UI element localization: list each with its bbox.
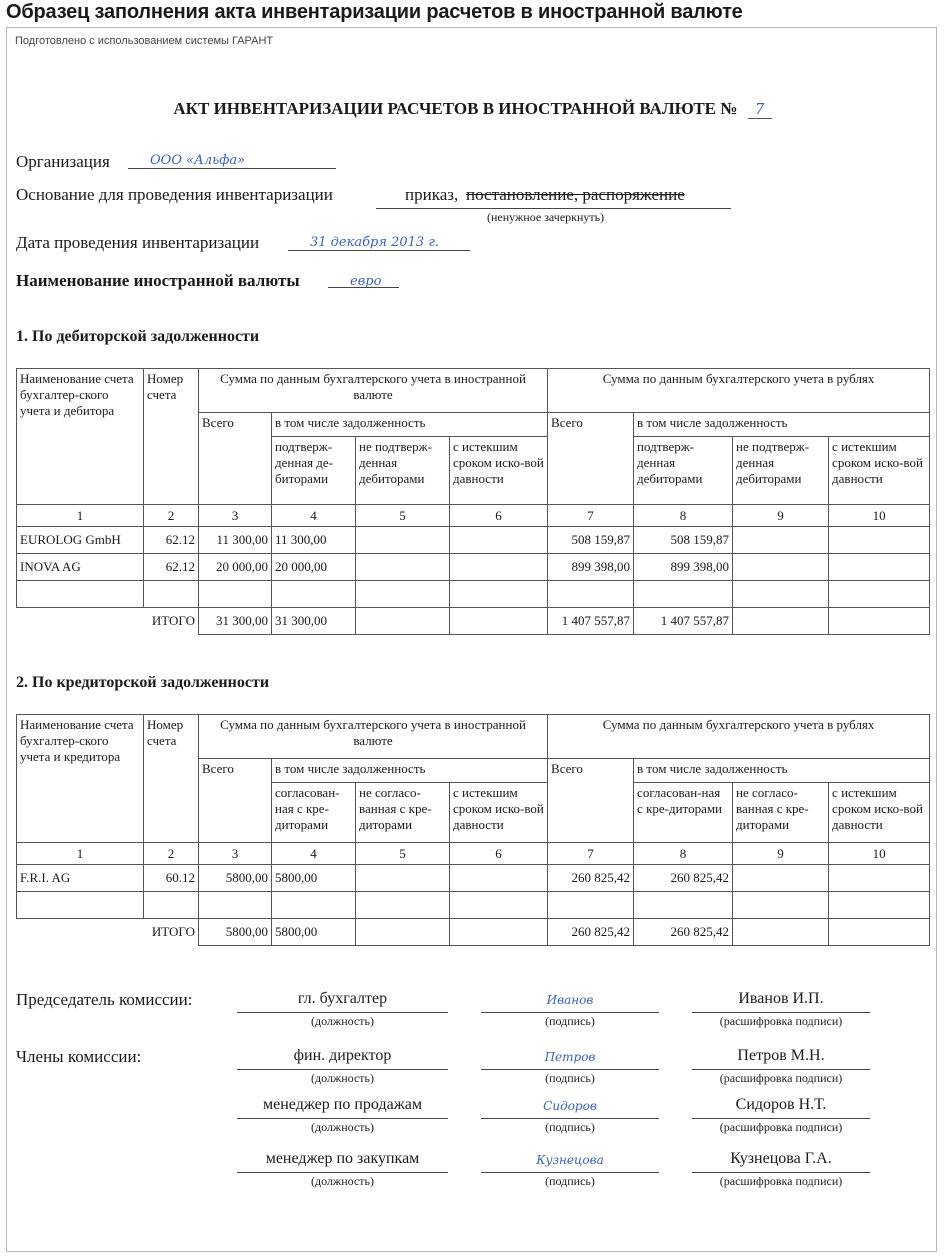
debit-h-name: Наименование счета бухгалтер-ского учета и дебитора: [17, 369, 144, 505]
cell-creditor: F.R.I. AG: [17, 865, 144, 892]
act-number: 7: [748, 100, 772, 119]
sig-position: фин. директор: [293, 1047, 392, 1064]
credit-h-sub3r: с истекшим сроком иско-вой давности: [829, 783, 930, 843]
cell-amount: [356, 554, 450, 581]
debit-h-total-rub: Всего: [548, 413, 634, 505]
cell-amount: 508 159,87: [548, 527, 634, 554]
cell-amount: [450, 865, 548, 892]
page-header: Образец заполнения акта инвентаризации расчетов в иностранной валюте: [6, 1, 743, 23]
cell-amount: 11 300,00: [199, 527, 272, 554]
total-label: ИТОГО: [144, 919, 199, 946]
debit-h-sub1: подтверж-денная де-биторами: [272, 437, 356, 505]
cap-decode: (расшифровка подписи): [719, 1174, 843, 1188]
total-amount: 260 825,42: [634, 919, 733, 946]
credit-h-name: Наименование счета бухгалтер-ского учета и кредитора: [17, 715, 144, 843]
sig-name: Иванов И.П.: [738, 990, 824, 1007]
total-amount: [733, 608, 829, 635]
table-row: [17, 865, 930, 892]
credit-h-sub2: не согласо-ванная с кре-диторами: [356, 783, 450, 843]
debit-h-sub3: с истекшим сроком иско-вой давности: [450, 437, 548, 505]
cell-amount: 5800,00: [199, 865, 272, 892]
sig-line: [481, 1069, 659, 1070]
total-label: ИТОГО: [144, 608, 199, 635]
total-amount: 31 300,00: [199, 608, 272, 635]
col-number: 6: [450, 505, 548, 527]
table-row: [17, 554, 930, 581]
total-amount: [829, 919, 930, 946]
date-label: Дата проведения инвентаризации: [16, 233, 260, 252]
cell-amount: 899 398,00: [634, 554, 733, 581]
cell-empty: [272, 892, 356, 919]
cell-debtor: EUROLOG GmbH: [17, 527, 144, 554]
total-amount: 31 300,00: [272, 608, 356, 635]
col-number: 9: [733, 505, 829, 527]
cell-amount: [733, 865, 829, 892]
cap-signature: (подпись): [545, 1174, 595, 1188]
cap-decode: (расшифровка подписи): [719, 1120, 843, 1134]
cell-empty: [17, 581, 144, 608]
col-number: 1: [17, 843, 144, 865]
cell-amount: [450, 554, 548, 581]
cell-empty: [548, 581, 634, 608]
cell-amount: 11 300,00: [272, 527, 356, 554]
cell-empty: [356, 581, 450, 608]
debit-h-incl-fx: в том числе задолженность: [272, 413, 548, 437]
signature: Сидоров: [543, 1099, 597, 1113]
cell-empty: [634, 892, 733, 919]
cell-empty: [356, 892, 450, 919]
col-number: 4: [272, 843, 356, 865]
cap-decode: (расшифровка подписи): [719, 1071, 843, 1085]
col-number: 5: [356, 843, 450, 865]
cell-amount: [733, 554, 829, 581]
table-row: [17, 527, 930, 554]
credit-h-sub1r: согласован-ная с кре-диторами: [634, 783, 733, 843]
sig-position: менеджер по закупкам: [265, 1150, 420, 1167]
sig-line: [692, 1172, 870, 1173]
col-number: 1: [17, 505, 144, 527]
cap-position: (должность): [311, 1071, 374, 1085]
credit-h-acc: Номер счета: [144, 715, 199, 843]
basis-label: Основание для проведения инвентаризации: [16, 185, 333, 204]
total-amount: 1 407 557,87: [548, 608, 634, 635]
act-title-text: АКТ ИНВЕНТАРИЗАЦИИ РАСЧЕТОВ В ИНОСТРАННОЙ ВАЛЮТЕ №: [173, 99, 738, 118]
cell-amount: 899 398,00: [548, 554, 634, 581]
total-amount: [450, 608, 548, 635]
cell-account: 62.12: [144, 554, 199, 581]
cap-signature: (подпись): [545, 1014, 595, 1028]
col-number: 3: [199, 843, 272, 865]
sig-line: [237, 1172, 448, 1173]
cell-amount: [829, 554, 930, 581]
cell-empty: [548, 892, 634, 919]
chair-label: Председатель комиссии:: [16, 990, 193, 1009]
cell-empty: [144, 892, 199, 919]
debit-table: [16, 368, 930, 635]
total-amount: 5800,00: [272, 919, 356, 946]
cell-empty: [272, 581, 356, 608]
org-label: Организация: [16, 152, 110, 171]
credit-heading: 2. По кредиторской задолженности: [16, 674, 270, 691]
total-amount: 260 825,42: [548, 919, 634, 946]
basis-underline: [376, 208, 731, 209]
sig-position: гл. бухгалтер: [297, 990, 388, 1007]
credit-h-incl-fx: в том числе задолженность: [272, 759, 548, 783]
total-row: [17, 919, 930, 946]
cell-amount: 508 159,87: [634, 527, 733, 554]
cell-amount: 5800,00: [272, 865, 356, 892]
sig-line: [237, 1012, 448, 1013]
signature: Кузнецова: [536, 1153, 604, 1167]
debit-h-incl-rub: в том числе задолженность: [634, 413, 930, 437]
org-underline: [128, 168, 336, 169]
credit-h-total-fx: Всего: [199, 759, 272, 843]
cell-account: 62.12: [144, 527, 199, 554]
cell-empty: [829, 581, 930, 608]
total-amount: [356, 919, 450, 946]
credit-h-total-rub: Всего: [548, 759, 634, 843]
col-number: 9: [733, 843, 829, 865]
debit-h-sub2: не подтверж-денная дебиторами: [356, 437, 450, 505]
cell-empty: [17, 892, 144, 919]
cell-amount: 260 825,42: [548, 865, 634, 892]
debit-h-fx: Сумма по данным бухгалтерского учета в иностранной валюте: [199, 369, 548, 413]
col-number: 5: [356, 505, 450, 527]
cell-blank: [17, 608, 144, 635]
debit-h-sub2r: не подтверж-денная дебиторами: [733, 437, 829, 505]
col-number: 10: [829, 843, 930, 865]
signature: Иванов: [546, 993, 594, 1007]
credit-h-sub1: согласован-ная с кре-диторами: [272, 783, 356, 843]
cell-empty: [199, 892, 272, 919]
cell-amount: [450, 527, 548, 554]
credit-table: [16, 714, 930, 946]
sig-line: [237, 1118, 448, 1119]
cell-empty: [450, 892, 548, 919]
cell-amount: [733, 527, 829, 554]
col-number: 6: [450, 843, 548, 865]
act-title: [0, 99, 945, 119]
total-amount: [829, 608, 930, 635]
debit-h-rub: Сумма по данным бухгалтерского учета в рублях: [548, 369, 930, 413]
sig-name: Кузнецова Г.А.: [730, 1150, 832, 1167]
cell-empty: [733, 581, 829, 608]
garant-note: Подготовлено с использованием системы ГАРАНТ: [15, 35, 274, 47]
currency-value: евро: [350, 274, 382, 289]
cell-empty: [199, 581, 272, 608]
debit-heading: 1. По дебиторской задолженности: [16, 328, 260, 345]
cell-debtor: INOVA AG: [17, 554, 144, 581]
debit-h-total-fx: Всего: [199, 413, 272, 505]
col-number: 4: [272, 505, 356, 527]
total-amount: 5800,00: [199, 919, 272, 946]
sig-line: [481, 1012, 659, 1013]
col-number: 7: [548, 505, 634, 527]
sig-line: [692, 1069, 870, 1070]
sig-line: [692, 1118, 870, 1119]
cell-amount: [829, 865, 930, 892]
total-row: [17, 608, 930, 635]
date-underline: [288, 250, 470, 251]
credit-h-fx: Сумма по данным бухгалтерского учета в иностранной валюте: [199, 715, 548, 759]
basis-struck: постановление, распоряжение: [466, 185, 685, 204]
debit-h-sub3r: с истекшим сроком иско-вой давности: [829, 437, 930, 505]
sig-line: [481, 1118, 659, 1119]
cell-account: 60.12: [144, 865, 199, 892]
cell-amount: 20 000,00: [199, 554, 272, 581]
col-number: 10: [829, 505, 930, 527]
basis-hint: (ненужное зачеркнуть): [487, 210, 605, 224]
sig-line: [237, 1069, 448, 1070]
cell-amount: [829, 527, 930, 554]
col-number: 2: [144, 843, 199, 865]
cell-empty: [733, 892, 829, 919]
cap-decode: (расшифровка подписи): [719, 1014, 843, 1028]
credit-h-sub2r: не согласо-ванная с кре-диторами: [733, 783, 829, 843]
table-row: [17, 892, 930, 919]
basis-prikaz: приказ,: [405, 185, 459, 204]
signature: Петров: [544, 1050, 596, 1064]
col-number: 3: [199, 505, 272, 527]
total-amount: [450, 919, 548, 946]
col-number: 8: [634, 505, 733, 527]
table-row: [17, 581, 930, 608]
sig-line: [481, 1172, 659, 1173]
cell-amount: [356, 527, 450, 554]
cell-empty: [634, 581, 733, 608]
credit-h-incl-rub: в том числе задолженность: [634, 759, 930, 783]
cell-amount: 260 825,42: [634, 865, 733, 892]
col-number: 2: [144, 505, 199, 527]
total-amount: [356, 608, 450, 635]
debit-h-acc: Номер счета: [144, 369, 199, 505]
cell-blank: [17, 919, 144, 946]
cap-position: (должность): [311, 1014, 374, 1028]
cap-position: (должность): [311, 1120, 374, 1134]
date-value: 31 декабря 2013 г.: [310, 235, 440, 250]
cell-amount: [356, 865, 450, 892]
cap-signature: (подпись): [545, 1071, 595, 1085]
sig-name: Петров М.Н.: [737, 1047, 825, 1064]
cell-empty: [144, 581, 199, 608]
currency-label: Наименование иностранной валюты: [16, 271, 300, 290]
org-value: ООО «Альфа»: [150, 153, 246, 168]
cell-amount: 20 000,00: [272, 554, 356, 581]
col-number: 7: [548, 843, 634, 865]
cap-signature: (подпись): [545, 1120, 595, 1134]
sig-name: Сидоров Н.Т.: [735, 1096, 827, 1113]
sig-position: менеджер по продажам: [263, 1096, 422, 1113]
sig-line: [692, 1012, 870, 1013]
col-number: 8: [634, 843, 733, 865]
cap-position: (должность): [311, 1174, 374, 1188]
cell-empty: [450, 581, 548, 608]
debit-h-sub1r: подтверж-денная дебиторами: [634, 437, 733, 505]
total-amount: 1 407 557,87: [634, 608, 733, 635]
cell-empty: [829, 892, 930, 919]
credit-h-sub3: с истекшим сроком иско-вой давности: [450, 783, 548, 843]
members-label: Члены комиссии:: [16, 1047, 142, 1066]
total-amount: [733, 919, 829, 946]
credit-h-rub: Сумма по данным бухгалтерского учета в рублях: [548, 715, 930, 759]
